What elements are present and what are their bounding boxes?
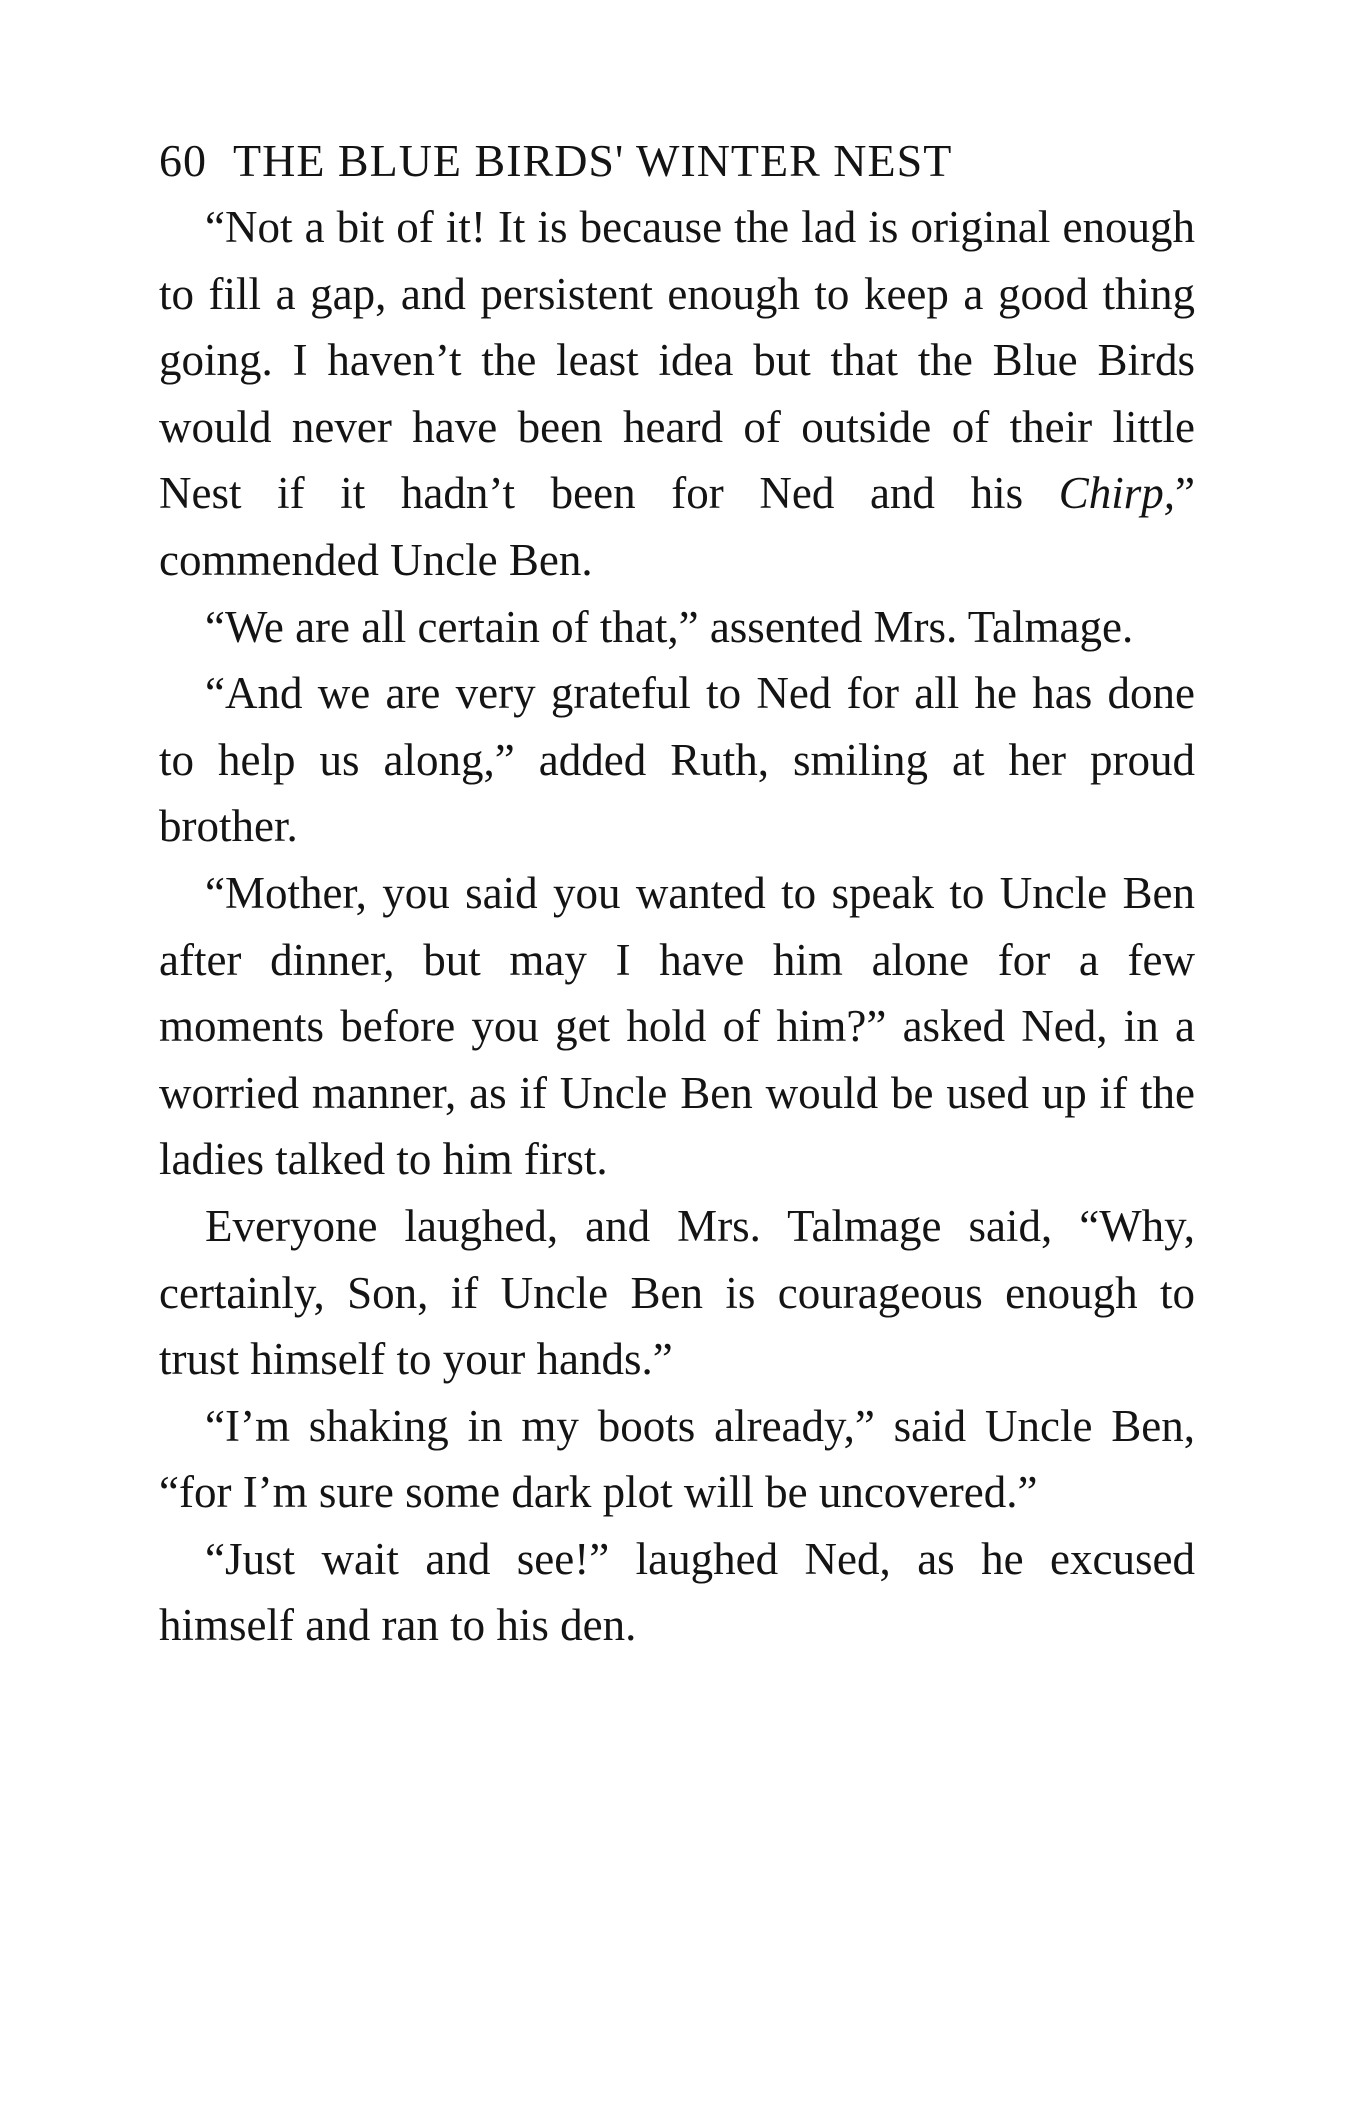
page-number: 60 [159, 135, 207, 186]
paragraph-4: “Mother, you said you wanted to speak to Uncle Ben after dinner, but may I have him alone for a few moments before you get hold of him?” asked Ned, in a worried manner, as if Uncle Ben would be used up if the ladies talked to him first. [159, 867, 1195, 1185]
book-page [159, 128, 1195, 1659]
paragraph-1 [159, 194, 1195, 594]
paragraph-1-text-after: ” commended Uncle Ben. [159, 468, 1195, 585]
running-title: THE BLUE BIRDS' WINTER NEST [233, 135, 953, 186]
paragraph-7: “Just wait and see!” laughed Ned, as he excused himself and ran to his den. [159, 1533, 1195, 1651]
paragraph-6: “I’m shaking in my boots already,” said Uncle Ben, “for I’m sure some dark plot will be uncovered.” [159, 1400, 1195, 1518]
paragraph-1-italic-chirp: Chirp, [1058, 468, 1176, 519]
paragraph-3: “And we are very grateful to Ned for all he has done to help us along,” added Ruth, smiling at her proud brother. [159, 668, 1195, 852]
paragraph-1-text-before: “Not a bit of it! It is because the lad is original enough to fill a gap, and persistent enough to keep a good thing going. I haven’t the least idea but that the Blue Birds would never have been heard of outside of their little Nest if it hadn’t been for Ned and his [159, 202, 1195, 519]
paragraph-2: “We are all certain of that,” assented Mrs. Talmage. [205, 601, 1134, 652]
paragraph-5: Everyone laughed, and Mrs. Talmage said, “Why, certainly, Son, if Uncle Ben is courageous enough to trust himself to your hands.” [159, 1200, 1195, 1385]
running-header [159, 128, 1195, 194]
